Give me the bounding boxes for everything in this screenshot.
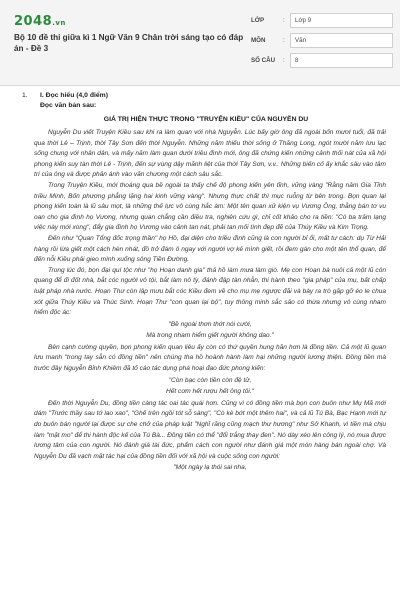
meta-value-class: Lớp 9 bbox=[290, 13, 393, 28]
document-header bbox=[0, 0, 400, 86]
reading-passage bbox=[34, 128, 386, 474]
verse-line: "Còn bạc còn tiền còn đệ tử, bbox=[168, 376, 252, 384]
meta-separator: : bbox=[283, 57, 285, 64]
paragraph: Bên cạnh cường quyền, bọn phong kiến quan liêu ấy còn có thứ quyền hung hãn hơn là đồng tiền. Cả một lũ quan lưu manh "trong tay sẵn có đồng tiền" nên chúng tha hồ hoành hành làm hại những người lương thiện. Đồng tiền mà trước đây Nguyễn Bỉnh Khiêm đã tố cáo tác dụng phá hoại đạo đức phong kiến: bbox=[34, 343, 386, 373]
verse-line: Hết cơm hết rượu hết ông tôi." bbox=[166, 388, 254, 396]
paragraph: Nguyễn Du viết Truyện Kiều sau khi ra làm quan với nhà Nguyễn. Lúc bấy giờ ông đã ngoài bốn mươi tuổi, đã trải qua thời Lê – Trịnh, thời Tây Sơn đến thời Nguyễn. Những năm thiếu thời sống ở Thăng Long, ngót mười năm lưu lạc sống chung với nhân dân, và mấy năm làm quan dưới triều đình mới, ông đã chứng kiến những cảnh thối nát của xã hội phong kiến suy tàn thời Lê - Trịnh, đến sự vùng dậy mãnh liệt của thời Tây Sơn, v.v.. Những biến cố ấy khắc sâu vào tâm trí của ông và được phản ánh vào văn chương một cách sâu sắc. bbox=[34, 129, 386, 179]
logo-main: 2048 bbox=[14, 14, 53, 29]
document-title: Bộ 10 đề thi giữa kì 1 Ngữ Văn 9 Chân trời sáng tạo có đáp án - Đề 3 bbox=[14, 33, 244, 53]
meta-key-subject: MÔN bbox=[251, 37, 266, 44]
section-heading bbox=[22, 92, 386, 102]
meta-separator: : bbox=[283, 37, 285, 44]
section-number: 1. bbox=[22, 92, 28, 99]
meta-row-class bbox=[251, 12, 393, 29]
meta-row-subject bbox=[251, 32, 393, 49]
reading-title: GIÁ TRỊ HIỆN THỰC TRONG "TRUYỆN KIỀU" CỦA NGUYỄN DU bbox=[103, 116, 309, 123]
meta-separator: : bbox=[283, 17, 285, 24]
paragraph: Trong Truyện Kiều, mới thoáng qua bề ngoài ta thấy chế độ phong kiến yên tĩnh, vững vàng "Rằng năm Gia Tĩnh triều Minh, Bốn phương phẳng lặng hai kinh vững vàng". Nhưng thực chất thì mục ruỗng từ bên trong. Bọn quan lại phong kiến toàn là lũ sâu mọt, là những thế lực vô cùng hắc ám: Một tên quan xử kiện vụ Vương Ông, thằng bán tơ vu oan cho gia đình họ Vương, nhưng quan chẳng cần điều tra, nghiên cứu gì, chỉ cốt khảo cho ra tiền: "Có ba trăm lạng việc này mới xong", đẩy gia đình họ Vương vào cảnh tan nát, phải tan mối tình đẹp đẽ của Thúy Kiều và Kim Trọng. bbox=[34, 181, 386, 232]
paragraph: Trong lúc đó, bọn đại quí tộc như "họ Hoạn danh gia" thả hồ làm mưa làm gió. Mẹ con Hoạn bà nuôi cả một lũ côn quang để đi đốt nhà, bắt cóc người vô tội, bắt làm nô tỳ, đánh đập tàn nhẫn, thi hành theo "gia pháp" của mụ, bất chấp luật pháp nhà nước. Hoạn Thư còn lập mưu bắt cóc Kiều đem về cho mụ mẹ ngược đãi và bày ra trò gặp gỡ éo le chua xót giữa Thúy Kiều và Thúc Sinh. Hoạn Thư "con quan lại bộ", tuy thông minh sắc sảo có thừa nhưng vô cùng nham hiểm độc ác: bbox=[34, 266, 386, 317]
reading-label: Đọc văn bản sau: bbox=[40, 102, 97, 109]
meta-row-questions bbox=[251, 52, 393, 69]
logo-tld: .vn bbox=[52, 19, 66, 27]
meta-key-questions: SỐ CÂU bbox=[251, 57, 276, 64]
paragraph: Đến thời Nguyễn Du, đồng tiền càng tác oai tác quái hơn. Cũng vì có đồng tiền mà bọn con buôn như Mụ Mã mới dám "Trước thầy sau tớ lao xao", "Ghế trên ngồi tót sỗ sàng", "Cò kè bớt một thêm hai", và cả lũ Tú Bà, Bạc Hạnh mới tự do buôn bán người lại được sự che chở của pháp luật "Nghĩ răng cũng mạch thư hương" như Sở Khanh, vì tiền mà chịu làm "mặt mo" để thi hành độc kế của Tú Bà... Đồng tiền có thể "đổi trắng thay đen". Nó dày xéo lên công lý, nó mua được lương tâm của con người. Nó đánh giá tài đức, phẩm cách con người như đánh giá một món hàng bán ngoài chợ. Và Nguyễn Du đã vạch mặt tác hại của đồng tiền đối với xã hội và cuộc sống con người: bbox=[34, 399, 386, 460]
meta-value-questions: 8 bbox=[290, 53, 393, 68]
site-logo[interactable] bbox=[14, 14, 66, 29]
verse-line: "Bề ngoài thơn thớt nói cười, bbox=[168, 320, 252, 328]
meta-value-subject: Văn bbox=[290, 33, 393, 48]
meta-key-class: LỚP bbox=[251, 17, 265, 24]
paragraph: Đến như "Quan Tổng đốc trọng thần" họ Hồ, đại diện cho triều đình cũng là con người bỉ ổi, mất tư cách: dụ Từ Hải hàng rồi lừa giết một cách hèn nhát, đồ trở đám ô ngay với người vợ kẻ mình giết, rồi đem gán cho một tên thổ quan, để đến nỗi Kiều phải gieo mình xuống sông Tiền Đường. bbox=[34, 234, 386, 264]
document-content bbox=[22, 92, 386, 475]
verse-line: Mà trong nham hiểm giết người không dao." bbox=[146, 332, 274, 340]
section-heading-text: I. Đọc hiểu (4,0 điểm) bbox=[40, 92, 108, 99]
meta-panel bbox=[251, 12, 393, 72]
verse-line: "Một ngày lạ thói sai nha, bbox=[173, 464, 247, 472]
